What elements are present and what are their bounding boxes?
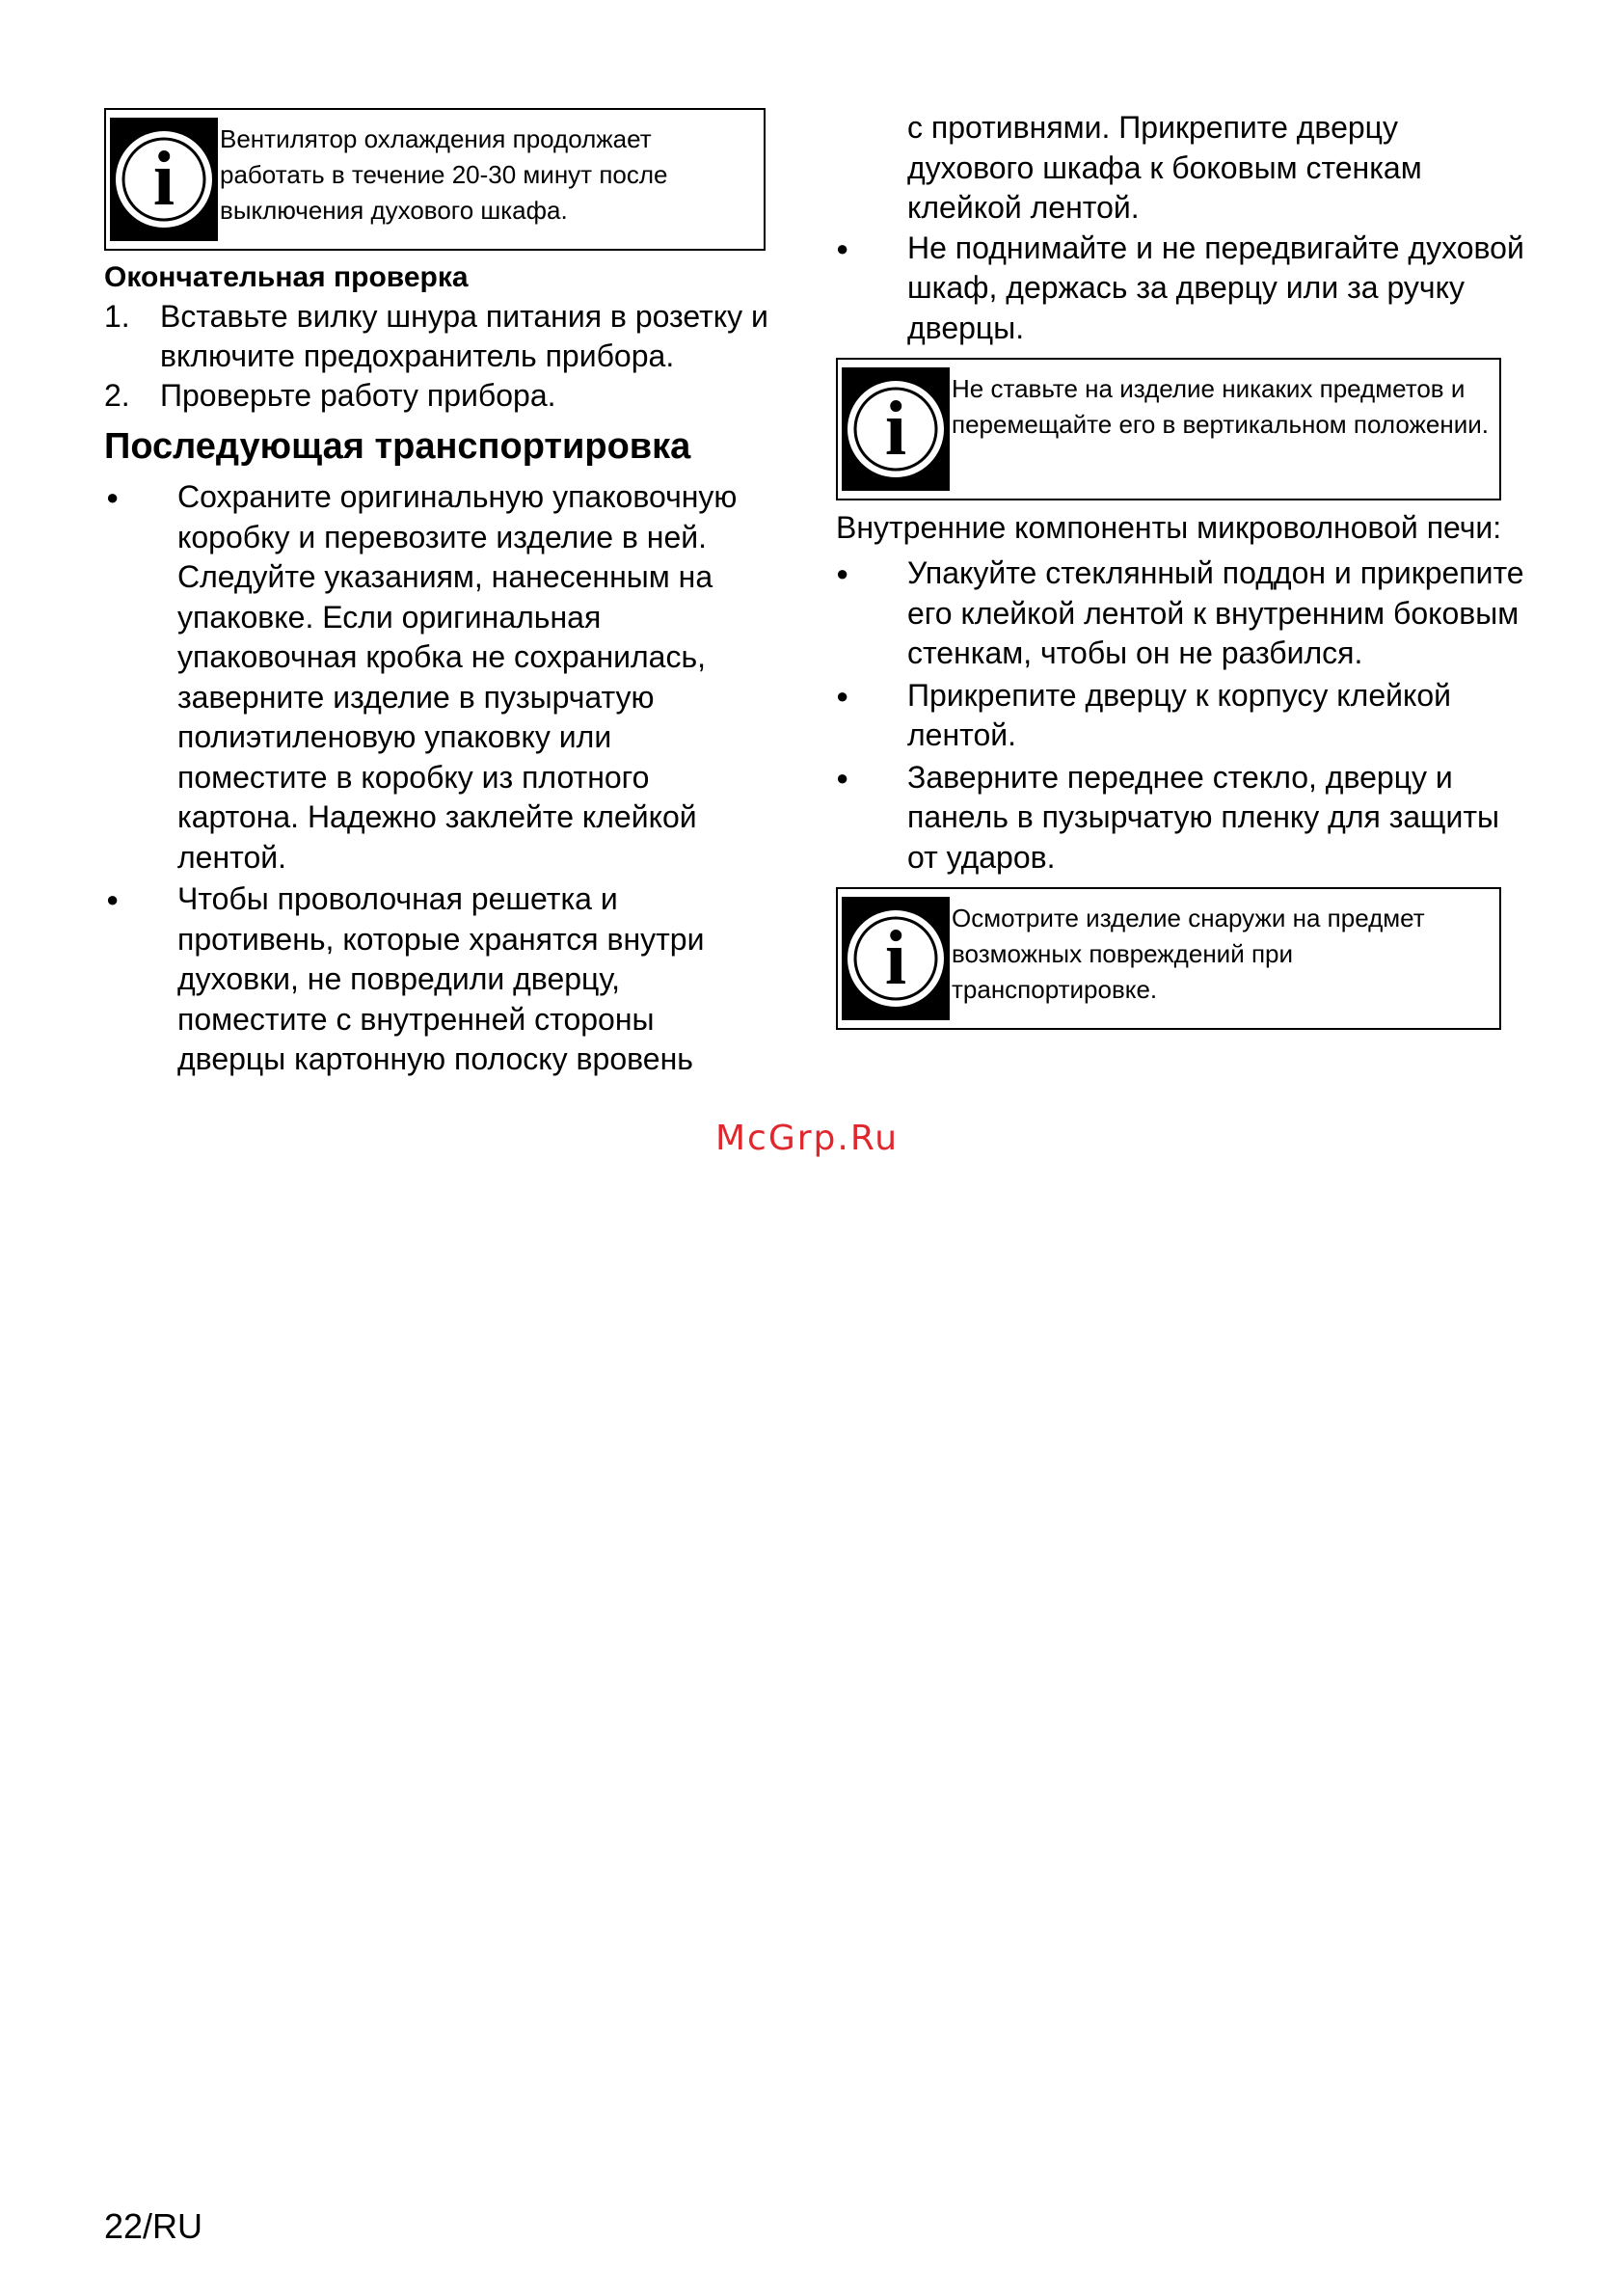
list-item: ● Заверните переднее стекло, дверцу и панель в пузырчатую пленку для защиты от ударов. [836,758,1530,878]
transport-bullets [104,477,769,1080]
info-icon [842,367,950,491]
bullet-icon: ● [106,887,120,911]
transport-heading: Последующая транспортировка [104,426,691,467]
info-note-text: Не ставьте на изделие никаких предметов и перемещайте его в вертикальном положении. [952,374,1489,439]
bullet-icon: ● [836,235,849,260]
bullet-icon: ● [836,765,849,790]
list-item: ● Чтобы проволочная решетка и противень, которые хранятся внутри духовки, не повредили дверцу, поместите с внутренней стороны дверцы картонную полоску вровень [104,879,769,1080]
info-icon-glyph: i [884,387,907,472]
page-number: 22/RU [104,2206,203,2246]
info-note-inspect [836,887,1501,1030]
bullet-continuation: с противнями. Прикрепите дверцу духового шкафа к боковым стенкам клейкой лентой. [907,110,1422,225]
list-item: ● Сохраните оригинальную упаковочную коробку и перевозите изделие в ней. Следуйте указаниям, нанесенным на упаковке. Если оригинальная упаковочная кробка не сохранилась, заверните изделие в пузырчатую полиэтиленовую упаковку или поместите в коробку из плотного картона. Надежно заклейте клейкой лентой. [104,477,769,878]
info-icon-glyph: i [884,916,907,1001]
bullet-icon: ● [836,561,849,585]
right-column [836,108,1530,1038]
bullet-icon: ● [836,683,849,708]
final-check-steps [104,297,769,416]
bullet-icon: ● [106,485,120,509]
info-icon-glyph: i [152,137,175,222]
watermark[interactable]: McGrp.Ru [714,1119,900,1158]
info-icon [842,897,950,1020]
list-item: ● Не поднимайте и не передвигайте духовой шкаф, держась за дверцу или за ручку дверцы. [836,229,1530,349]
door-bullets [836,229,1530,349]
list-item: 1. Вставьте вилку шнура питания в розетку и включите предохранитель прибора. [104,299,768,373]
final-check-heading: Окончательная проверка [104,261,469,293]
microwave-intro: Внутренние компоненты микроволновой печи: [836,510,1502,545]
info-note-cooling-fan [104,108,766,251]
list-item: ● Прикрепите дверцу к корпусу клейкой лентой. [836,676,1530,756]
left-column [104,108,769,1082]
list-item: ● Упакуйте стеклянный поддон и прикрепите его клейкой лентой к внутренним боковым стенкам, чтобы он не разбился. [836,554,1530,674]
list-item: 2. Проверьте работу прибора. [104,378,556,413]
info-note-text: Осмотрите изделие снаружи на предмет возможных повреждений при транспортировке. [952,904,1425,1004]
info-note-vertical [836,358,1501,500]
info-icon [110,118,218,241]
info-note-text: Вентилятор охлаждения продолжает работать в течение 20-30 минут после выключения духового шкафа. [220,124,668,225]
microwave-bullets [836,554,1530,878]
